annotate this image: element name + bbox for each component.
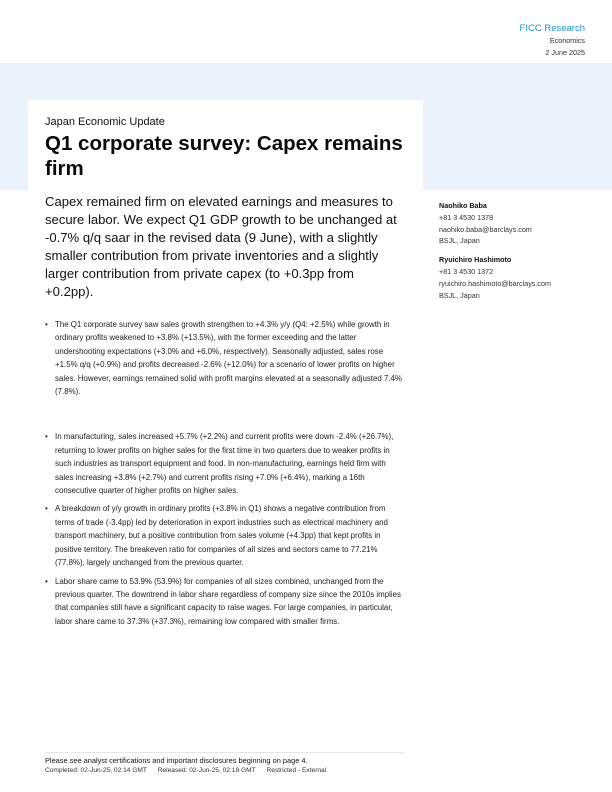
summary-bullets xyxy=(45,318,405,628)
page-title: Q1 corporate survey: Capex remains firm xyxy=(45,132,403,180)
author-name: Ryuichiro Hashimoto xyxy=(439,255,512,265)
author-entity: BSJL, Japan xyxy=(439,236,480,246)
author-card xyxy=(439,200,589,247)
bullet-icon: • xyxy=(45,320,48,329)
bullet-text: Labor share came to 53.9% (53.9%) for companies of all sizes combined, unchanged from the previous quarter. The downtrend in labor share regardless of company size since the 2010s implies that companies still have a significant capacity to raise wages. For large companies, in particular, labor share came to 37.3% (+37.3%), remaining low compared with smaller firms. xyxy=(55,576,401,626)
list-item xyxy=(45,502,405,569)
disclosure-note: Please see analyst certifications and important disclosures beginning on page 4. xyxy=(45,756,308,765)
author-email[interactable]: ryuichiro.hashimoto@barclays.com xyxy=(439,278,551,288)
report-header xyxy=(520,22,585,59)
classification-label: Restricted - External xyxy=(266,767,327,774)
report-date: 2 June 2025 xyxy=(545,48,585,57)
list-item xyxy=(45,575,405,629)
bullet-text: A breakdown of y/y growth in ordinary profits (+3.8% in Q1) shows a negative contribution from terms of trade (-3.4pp) led by deterioration in export industries such as electrical machinery and transport machinery, but a positive contribution from sales volume (+4.3pp) that kept profits in positive territory. The breakeven ratio for companies of all sizes and sectors came to 77.21% (77.8%), largely unchanged from the previous quarter. xyxy=(55,504,388,568)
brand-label: FICC Research xyxy=(519,23,585,34)
author-phone: +81 3 4530 1378 xyxy=(439,212,494,222)
bullet-icon: • xyxy=(45,504,48,514)
list-item xyxy=(45,318,405,398)
list-item xyxy=(45,430,405,497)
author-entity: BSJL, Japan xyxy=(439,290,480,300)
bullet-text: In manufacturing, sales increased +5.7% (+2.2%) and current profits were down -2.4% (+26.7%), returning to lower profits on higher sales for the first time in two quarters due to weaker profits in such industries as transport equipment and food. In non-manufacturing, earnings held firm with sales increasing +3.8% (+2.7%) and current profits rising +7.0% (+6.4%), marking a 16th consecutive quarter of higher profits on higher sales. xyxy=(55,432,394,496)
series-label: Japan Economic Update xyxy=(45,116,165,128)
author-phone: +81 3 4530 1372 xyxy=(439,266,494,276)
author-name: Naohiko Baba xyxy=(439,201,487,210)
author-email[interactable]: naohiko.baba@barclays.com xyxy=(439,224,532,234)
author-panel xyxy=(439,200,589,308)
section-label: Economics xyxy=(549,36,585,45)
completed-timestamp: Completed: 02-Jun-25, 02:14 GMT xyxy=(45,767,147,774)
bullet-icon: • xyxy=(45,432,48,442)
footer-divider xyxy=(45,752,405,753)
lede-paragraph: Capex remained firm on elevated earnings and measures to secure labor. We expect Q1 GDP growth to be unchanged at -0.7% q/q saar in the revised data (9 June), with a slightly smaller contribution from private inventories and a slightly larger contribution from private capex (to +0.3pp from +0.2pp). xyxy=(45,194,397,299)
release-metadata xyxy=(45,767,335,774)
bullet-icon: • xyxy=(45,576,48,586)
author-card xyxy=(439,254,589,301)
released-timestamp: Released: 02-Jun-25, 02:18 GMT xyxy=(157,767,256,774)
bullet-text: The Q1 corporate survey saw sales growth strengthen to +4.3% y/y (Q4: +2.5%) while growth in ordinary profits weakened to +3.8% (+13.5%), with the former exceeding and the latter undershooting expectations (+3.0% and +6.0%, respectively). Seasonally adjusted, sales rose +1.5% q/q (+0.9%) and profits decreased -2.6% (+12.0%) for a scenario of lower profits on higher sales. However, earnings remained solid with profit margins elevated at a seasonally adjusted 7.4% (7.8%). xyxy=(55,320,402,397)
